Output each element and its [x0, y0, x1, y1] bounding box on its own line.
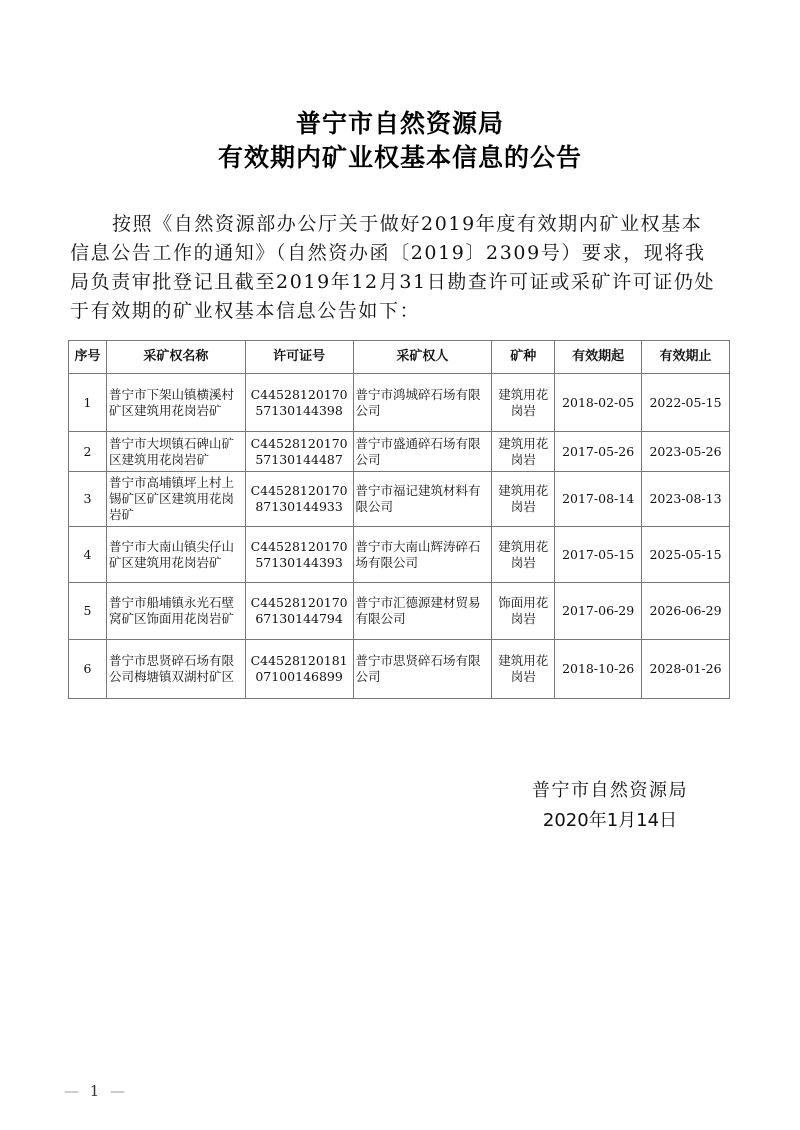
table-row [69, 583, 730, 640]
header-start: 有效期起 [555, 341, 642, 374]
cell-mineral: 饰面用花岗岩 [492, 583, 555, 640]
header-mineral: 矿种 [492, 341, 555, 374]
cell-start: 2017-05-15 [555, 527, 642, 583]
cell-owner: 普宁市福记建筑材料有限公司 [353, 472, 492, 527]
cell-start: 2017-06-29 [555, 583, 642, 640]
mining-rights-table [68, 340, 730, 699]
page-dash-right: — [110, 1082, 126, 1100]
cell-owner: 普宁市汇德源建材贸易有限公司 [353, 583, 492, 640]
cell-license: C4452812018107100146899 [245, 640, 353, 699]
cell-no: 3 [69, 472, 107, 527]
signature-date: 2020年1月14日 [542, 810, 678, 831]
cell-name: 普宁市下架山镇横溪村矿区建筑用花岗岩矿 [106, 374, 245, 432]
table-header-row [69, 341, 730, 374]
header-owner: 采矿权人 [353, 341, 492, 374]
cell-start: 2017-05-26 [555, 432, 642, 472]
table-row [69, 640, 730, 699]
cell-license: C4452812017087130144933 [245, 472, 353, 527]
body-line: 信息公告工作的通知》（自然资办函〔2019〕2309号）要求，现将我 [70, 242, 706, 264]
cell-start: 2017-08-14 [555, 472, 642, 527]
cell-end: 2022-05-15 [642, 374, 730, 432]
header-license: 许可证号 [245, 341, 353, 374]
cell-license: C4452812017067130144794 [245, 583, 353, 640]
cell-owner: 普宁市鸿城碎石场有限公司 [353, 374, 492, 432]
body-line: 局负责审批登记且截至2019年12月31日勘查许可证或采矿许可证仍处 [70, 271, 716, 293]
cell-owner: 普宁市大南山辉涛碎石场有限公司 [353, 527, 492, 583]
cell-name: 普宁市高埔镇坪上村上锡矿区矿区建筑用花岗岩矿 [106, 472, 245, 527]
cell-name: 普宁市思贤碎石场有限公司梅塘镇双湖村矿区 [106, 640, 245, 699]
document-title-line1: 普宁市自然资源局 [295, 109, 504, 138]
cell-mineral: 建筑用花岗岩 [492, 527, 555, 583]
cell-license: C4452812017057130144487 [245, 432, 353, 472]
table-row [69, 527, 730, 583]
table-row [69, 432, 730, 472]
document-title-line2: 有效期内矿业权基本信息的公告 [217, 143, 582, 172]
table-row [69, 472, 730, 527]
cell-end: 2025-05-15 [642, 527, 730, 583]
cell-no: 6 [69, 640, 107, 699]
header-no: 序号 [69, 341, 107, 374]
cell-license: C4452812017057130144398 [245, 374, 353, 432]
cell-no: 2 [69, 432, 107, 472]
header-end: 有效期止 [642, 341, 730, 374]
cell-end: 2023-05-26 [642, 432, 730, 472]
body-line: 于有效期的矿业权基本信息公告如下： [70, 300, 421, 322]
page-number-footer [64, 1082, 125, 1100]
cell-end: 2026-06-29 [642, 583, 730, 640]
body-paragraph [70, 210, 730, 326]
body-line: 按照《自然资源部办公厅关于做好2019年度有效期内矿业权基本 [112, 213, 703, 235]
page-dash-left: — [64, 1082, 79, 1100]
cell-end: 2023-08-13 [642, 472, 730, 527]
cell-mineral: 建筑用花岗岩 [492, 374, 555, 432]
cell-no: 5 [69, 583, 107, 640]
cell-name: 普宁市船埔镇永光石壁窝矿区饰面用花岗岩矿 [106, 583, 245, 640]
table-row [69, 374, 730, 432]
cell-no: 1 [69, 374, 107, 432]
cell-license: C4452812017057130144393 [245, 527, 353, 583]
cell-no: 4 [69, 527, 107, 583]
cell-owner: 普宁市盛通碎石场有限公司 [353, 432, 492, 472]
signature-organization: 普宁市自然资源局 [532, 780, 688, 801]
cell-mineral: 建筑用花岗岩 [492, 472, 555, 527]
cell-start: 2018-02-05 [555, 374, 642, 432]
cell-mineral: 建筑用花岗岩 [492, 640, 555, 699]
cell-start: 2018-10-26 [555, 640, 642, 699]
cell-end: 2028-01-26 [642, 640, 730, 699]
header-name: 采矿权名称 [106, 341, 245, 374]
cell-name: 普宁市大南山镇尖仔山矿区建筑用花岗岩矿 [106, 527, 245, 583]
page-number: 1 [89, 1082, 100, 1100]
cell-owner: 普宁市思贤碎石场有限公司 [353, 640, 492, 699]
cell-mineral: 建筑用花岗岩 [492, 432, 555, 472]
cell-name: 普宁市大坝镇石碑山矿区建筑用花岗岩矿 [106, 432, 245, 472]
